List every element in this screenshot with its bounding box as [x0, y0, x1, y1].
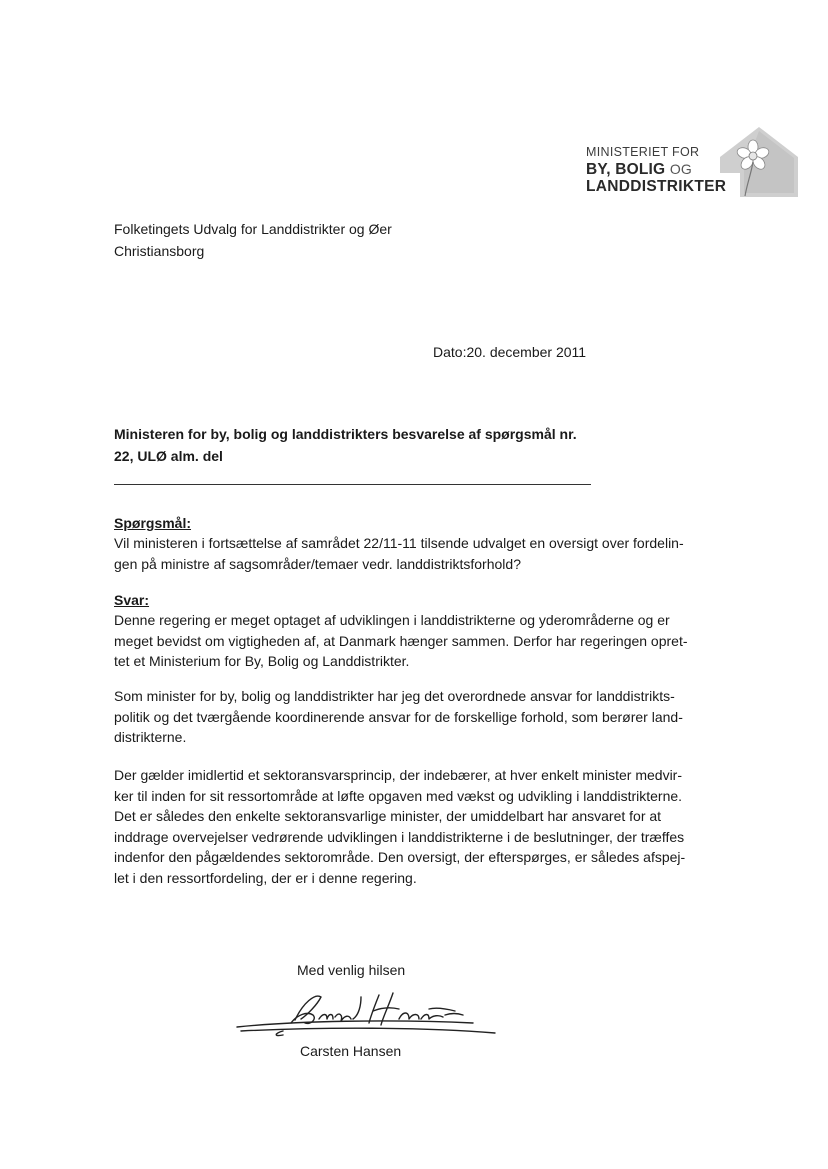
letter-subject — [114, 423, 634, 467]
divider-line — [114, 484, 591, 485]
subject-line-2: 22, ULØ alm. del — [114, 448, 223, 464]
logo-line-1: MINISTERIET FOR — [586, 145, 700, 159]
handwritten-signature — [233, 985, 505, 1041]
answer-line: indenfor den pågældendes sektorområde. Den oversigt, der efterspørges, er således afspej- — [114, 849, 686, 865]
house-flower-icon — [720, 127, 798, 197]
question-heading: Spørgsmål: — [114, 515, 192, 531]
logo-line-2: BY, BOLIG OG — [586, 161, 693, 178]
closing-greeting: Med venlig hilsen — [297, 962, 406, 978]
subject-line-1: Ministeren for by, bolig og landdistrikters besvarelse af spørgsmål nr. — [114, 426, 577, 442]
ministry-logo — [584, 127, 798, 197]
answer-paragraph-3 — [114, 765, 694, 888]
recipient-line-1: Folketingets Udvalg for Landdistrikter og Øer — [114, 221, 392, 237]
recipient-line-2: Christiansborg — [114, 243, 205, 259]
answer-line: Der gælder imidlertid et sektoransvarsprincip, der indebærer, at hver enkelt minister medvir- — [114, 767, 682, 783]
answer-line: Som minister for by, bolig og landdistrikter har jeg det overordnede ansvar for landdistrikts- — [114, 688, 675, 704]
signer-name: Carsten Hansen — [300, 1043, 402, 1059]
answer-paragraph-1 — [114, 610, 694, 672]
logo-line-3: LANDDISTRIKTER — [586, 178, 727, 195]
answer-line: let i den ressortfordeling, der er i denne regering. — [114, 869, 417, 886]
answer-line: politik og det tværgående koordinerende ansvar for de forskellige forhold, som berører land- — [114, 708, 683, 725]
answer-heading: Svar: — [114, 592, 150, 608]
answer-line: ker til inden for sit ressortområde at løfte opgaven med vækst og udvikling i landdistrikterne. — [114, 787, 683, 804]
answer-line: meget bevidst om vigtigheden af, at Danmark hænger sammen. Derfor har regeringen opret- — [114, 632, 688, 649]
answer-line: distrikterne. — [114, 729, 187, 745]
answer-line: Det er således den enkelte sektoransvarlige minister, der umiddelbart har ansvaret for at — [114, 808, 662, 824]
answer-paragraph-2 — [114, 686, 694, 748]
question-line: gen på ministre af sagsområder/temaer vedr. landdistriktsforhold? — [114, 555, 521, 572]
answer-line: tet et Ministerium for By, Bolig og Landdistrikter. — [114, 653, 410, 669]
answer-line: inddrage overvejelser vedrørende udviklingen i landdistrikterne i de beslutninger, der træffes — [114, 828, 685, 845]
question-line: Vil ministeren i fortsættelse af samrådet 22/11-11 tilsende udvalget en oversigt over fordelin- — [114, 535, 684, 551]
letter-date: Dato:20. december 2011 — [433, 344, 587, 360]
recipient-address — [114, 218, 392, 262]
logo-text — [586, 144, 726, 195]
answer-line: Denne regering er meget optaget af udviklingen i landdistrikterne og yderområderne og er — [114, 612, 670, 628]
question-text — [114, 533, 694, 574]
